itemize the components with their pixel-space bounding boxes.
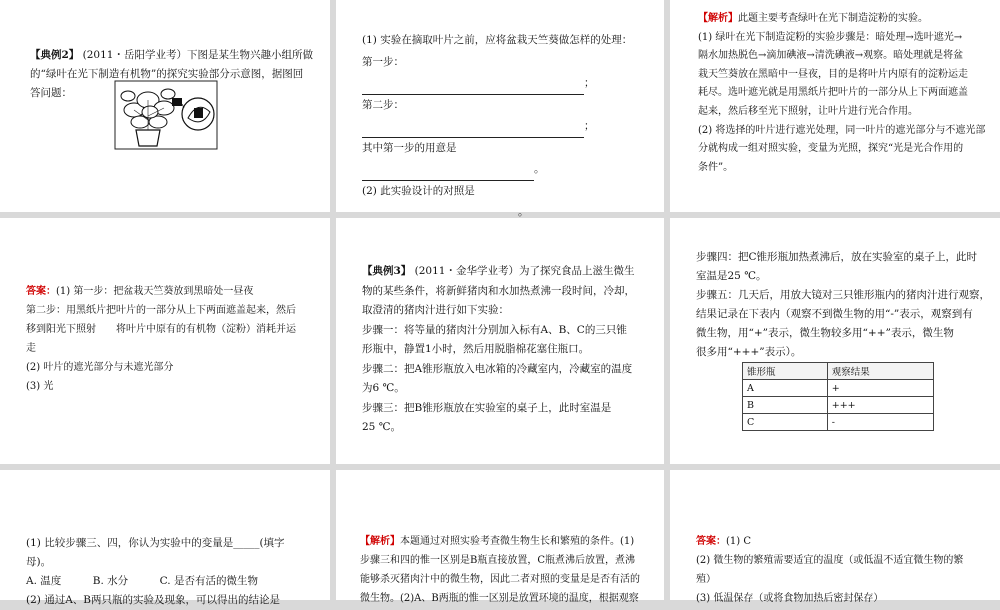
step-1-label: 第一步：: [362, 55, 404, 68]
slide-example-3: [336, 218, 664, 464]
purpose-answer-blank[interactable]: [362, 167, 534, 181]
step-4-line-1: 步骤四：把C锥形瓶加热煮沸后，放在实验室的桌子上，此时: [696, 251, 978, 263]
slide-answer-2: [670, 470, 1000, 604]
example-2-line-1: (2011・岳阳学业考）下图是某生物兴趣小组所做: [82, 49, 313, 61]
analysis-1-line-2: (1) 绿叶在光下制造淀粉的实验步骤是：暗处理→选叶遮光→: [698, 31, 963, 43]
analysis-1-line-3: 隔水加热脱色→滴加碘液→清洗碘液→观察。暗处理就是将盆: [698, 50, 964, 62]
example-3-line-9: 25 ℃。: [362, 421, 401, 433]
cell-result: -: [827, 414, 933, 431]
answer-1-line-1: (1) 第一步：把盆栽天竺葵放到黑暗处一昼夜: [56, 286, 254, 297]
answer-1-text: [26, 282, 322, 396]
example-3-line-1: (2011・金华学业考）为了探究食品上滋生微生: [414, 265, 635, 277]
answer-2-line-3: 殖）: [696, 574, 716, 585]
cell-result: +++: [827, 397, 933, 414]
q2-period: 。: [518, 206, 529, 218]
header-result: 观察结果: [827, 363, 933, 380]
analysis-2-line-4: 微生物。(2)A、B两瓶的惟一区别是放置环境的温度，根据观察: [360, 593, 639, 604]
analysis-1-text: [698, 10, 994, 177]
step-5-line-2: 结果记录在下表内（观察不到微生物的用“-”表示，观察到有: [696, 308, 973, 320]
slide-questions-2: [0, 470, 330, 606]
analysis-1-line-9: 条件”。: [698, 161, 734, 173]
answer-1-line-3: 移到阳光下照射 将叶片中原有的有机物（淀粉）消耗并运: [26, 324, 296, 335]
step-2-label: 第二步：: [362, 98, 404, 111]
step-2-semicolon: ；: [584, 120, 595, 132]
purpose-period: 。: [534, 163, 545, 175]
analysis-1-line-1: 此题主要考查绿叶在光下制造淀粉的实验。: [738, 13, 928, 24]
potted-plant-with-covered-leaf-icon: [114, 80, 218, 150]
step-4-line-2: 室温是25 ℃。: [696, 270, 767, 282]
steps-text: [696, 248, 994, 362]
answer-1-line-6: (3) 光: [26, 381, 54, 392]
question-2-1-options: A. 温度 B. 水分 C. 是否有活的微生物: [26, 575, 258, 587]
table-row: [743, 380, 934, 397]
analysis-1-line-8: 分就构成一组对照实验，变量为光照，探究“光是光合作用的: [698, 143, 964, 155]
example-2-line-3: 答问题：: [30, 87, 72, 99]
step-5-line-3: 微生物，用“+”表示，微生物较多用“++”表示，微生物: [696, 327, 954, 339]
analysis-1-tag: 【解析】: [698, 13, 738, 24]
analysis-1-line-7: (2) 将选择的叶片进行遮光处理，同一叶片的遮光部分与不遮光部: [698, 124, 986, 136]
example-2-line-2: 的“绿叶在光下制造有机物”的探究实验部分示意图，据图回: [30, 68, 304, 80]
step-5-line-1: 步骤五：几天后，用放大镜对三只锥形瓶内的猪肉汁进行观察，: [696, 289, 990, 301]
slide-analysis-2: [336, 470, 664, 604]
questions-2-text: [26, 534, 324, 610]
table-row: [743, 397, 934, 414]
answer-1-line-4: 走: [26, 343, 36, 354]
example-3-line-8: 步骤三：把B锥形瓶放在实验室的桌子上，此时室温是: [362, 401, 612, 414]
answer-1-line-2: 第二步：用黑纸片把叶片的一部分从上下两面遮盖起来，然后: [26, 305, 296, 316]
question-2-1-line-2: 母)。: [26, 556, 52, 568]
question-2-1-line-1: (1) 比较步骤三、四，你认为实验中的变量是_____(填字: [26, 537, 285, 549]
table-header-row: [743, 363, 934, 380]
analysis-2-line-2: 步骤三和四的惟一区别是B瓶直接放置，C瓶煮沸后放置，煮沸: [360, 555, 635, 566]
cell-flask: C: [743, 414, 828, 431]
example-3-line-5: 形瓶中，静置1小时，然后用脱脂棉花塞住瓶口。: [362, 343, 590, 355]
analysis-1-line-5: 耗尽。选叶遮光就是用黑纸片把叶片的一部分从上下两面遮盖: [698, 87, 968, 99]
purpose-label: 其中第一步的用意是: [362, 141, 457, 154]
cell-flask: B: [743, 397, 828, 414]
step-5-line-4: 很多用“+++”表示）。: [696, 346, 802, 358]
question-2: (2) 此实验设计的对照是: [362, 184, 475, 197]
answer-1-tag: 答案：: [26, 286, 56, 297]
analysis-2-line-3: 能够杀灭猪肉汁中的微生物，因此二者对照的变量是是否有活的: [360, 574, 640, 585]
table-row: [743, 414, 934, 431]
answer-2-line-4: (3) 低温保存（或将食物加热后密封保存）: [696, 593, 884, 604]
example-2-tag: 【典例2】: [30, 49, 80, 61]
analysis-2-tag: 【解析】: [360, 536, 400, 547]
questions-1-text: [362, 30, 654, 245]
example-3-line-4: 步骤一：将等量的猪肉汁分别加入标有A、B、C的三只锥: [362, 323, 627, 336]
step-1-answer-blank[interactable]: [362, 81, 584, 95]
example-3-tag: 【典例3】: [362, 265, 412, 277]
example-3-text: [362, 262, 656, 438]
example-3-line-7: 为6 ℃。: [362, 382, 405, 394]
analysis-1-line-6: 起来，然后移至光下照射，让叶片进行光合作用。: [698, 105, 918, 117]
answer-2-tag: 答案：: [696, 536, 726, 547]
slide-steps-and-table: [670, 218, 1000, 464]
slide-analysis-1: [670, 0, 1000, 212]
observation-table: [742, 362, 934, 431]
analysis-2-text: [360, 532, 658, 608]
step-1-semicolon: ；: [584, 77, 595, 89]
example-3-line-2: 物的某些条件，将新鲜猪肉和水加热煮沸一段时间，冷却，: [362, 284, 635, 297]
answer-1-line-5: (2) 叶片的遮光部分与未遮光部分: [26, 362, 174, 373]
analysis-1-line-4: 栽天竺葵放在黑暗中一昼夜，目的是将叶片内原有的淀粉运走: [698, 68, 968, 80]
example-3-line-3: 取澄清的猪肉汁进行如下实验：: [362, 304, 509, 316]
slide-example-2: [0, 0, 330, 212]
step-2-answer-blank[interactable]: [362, 124, 584, 138]
question-1: (1) 实验在摘取叶片之前，应将盆栽天竺葵做怎样的处理：: [362, 34, 633, 46]
cell-result: +: [827, 380, 933, 397]
answer-2-line-2: (2) 微生物的繁殖需要适宜的温度（或低温不适宜微生物的繁: [696, 555, 964, 566]
cell-flask: A: [743, 380, 828, 397]
analysis-2-line-1: 本题通过对照实验考查微生物生长和繁殖的条件。(1): [400, 536, 635, 547]
example-3-line-6: 步骤二：把A锥形瓶放入电冰箱的冷藏室内，冷藏室的温度: [362, 362, 633, 375]
slide-answer-1: [0, 218, 330, 464]
slide-questions-1: [336, 0, 664, 218]
header-flask: 锥形瓶: [743, 363, 828, 380]
question-2-2-line-1: (2) 通过A、B两只瓶的实验及现象，可以得出的结论是: [26, 594, 281, 606]
answer-2-line-1: (1) C: [726, 536, 751, 547]
answer-2-text: [696, 532, 994, 608]
